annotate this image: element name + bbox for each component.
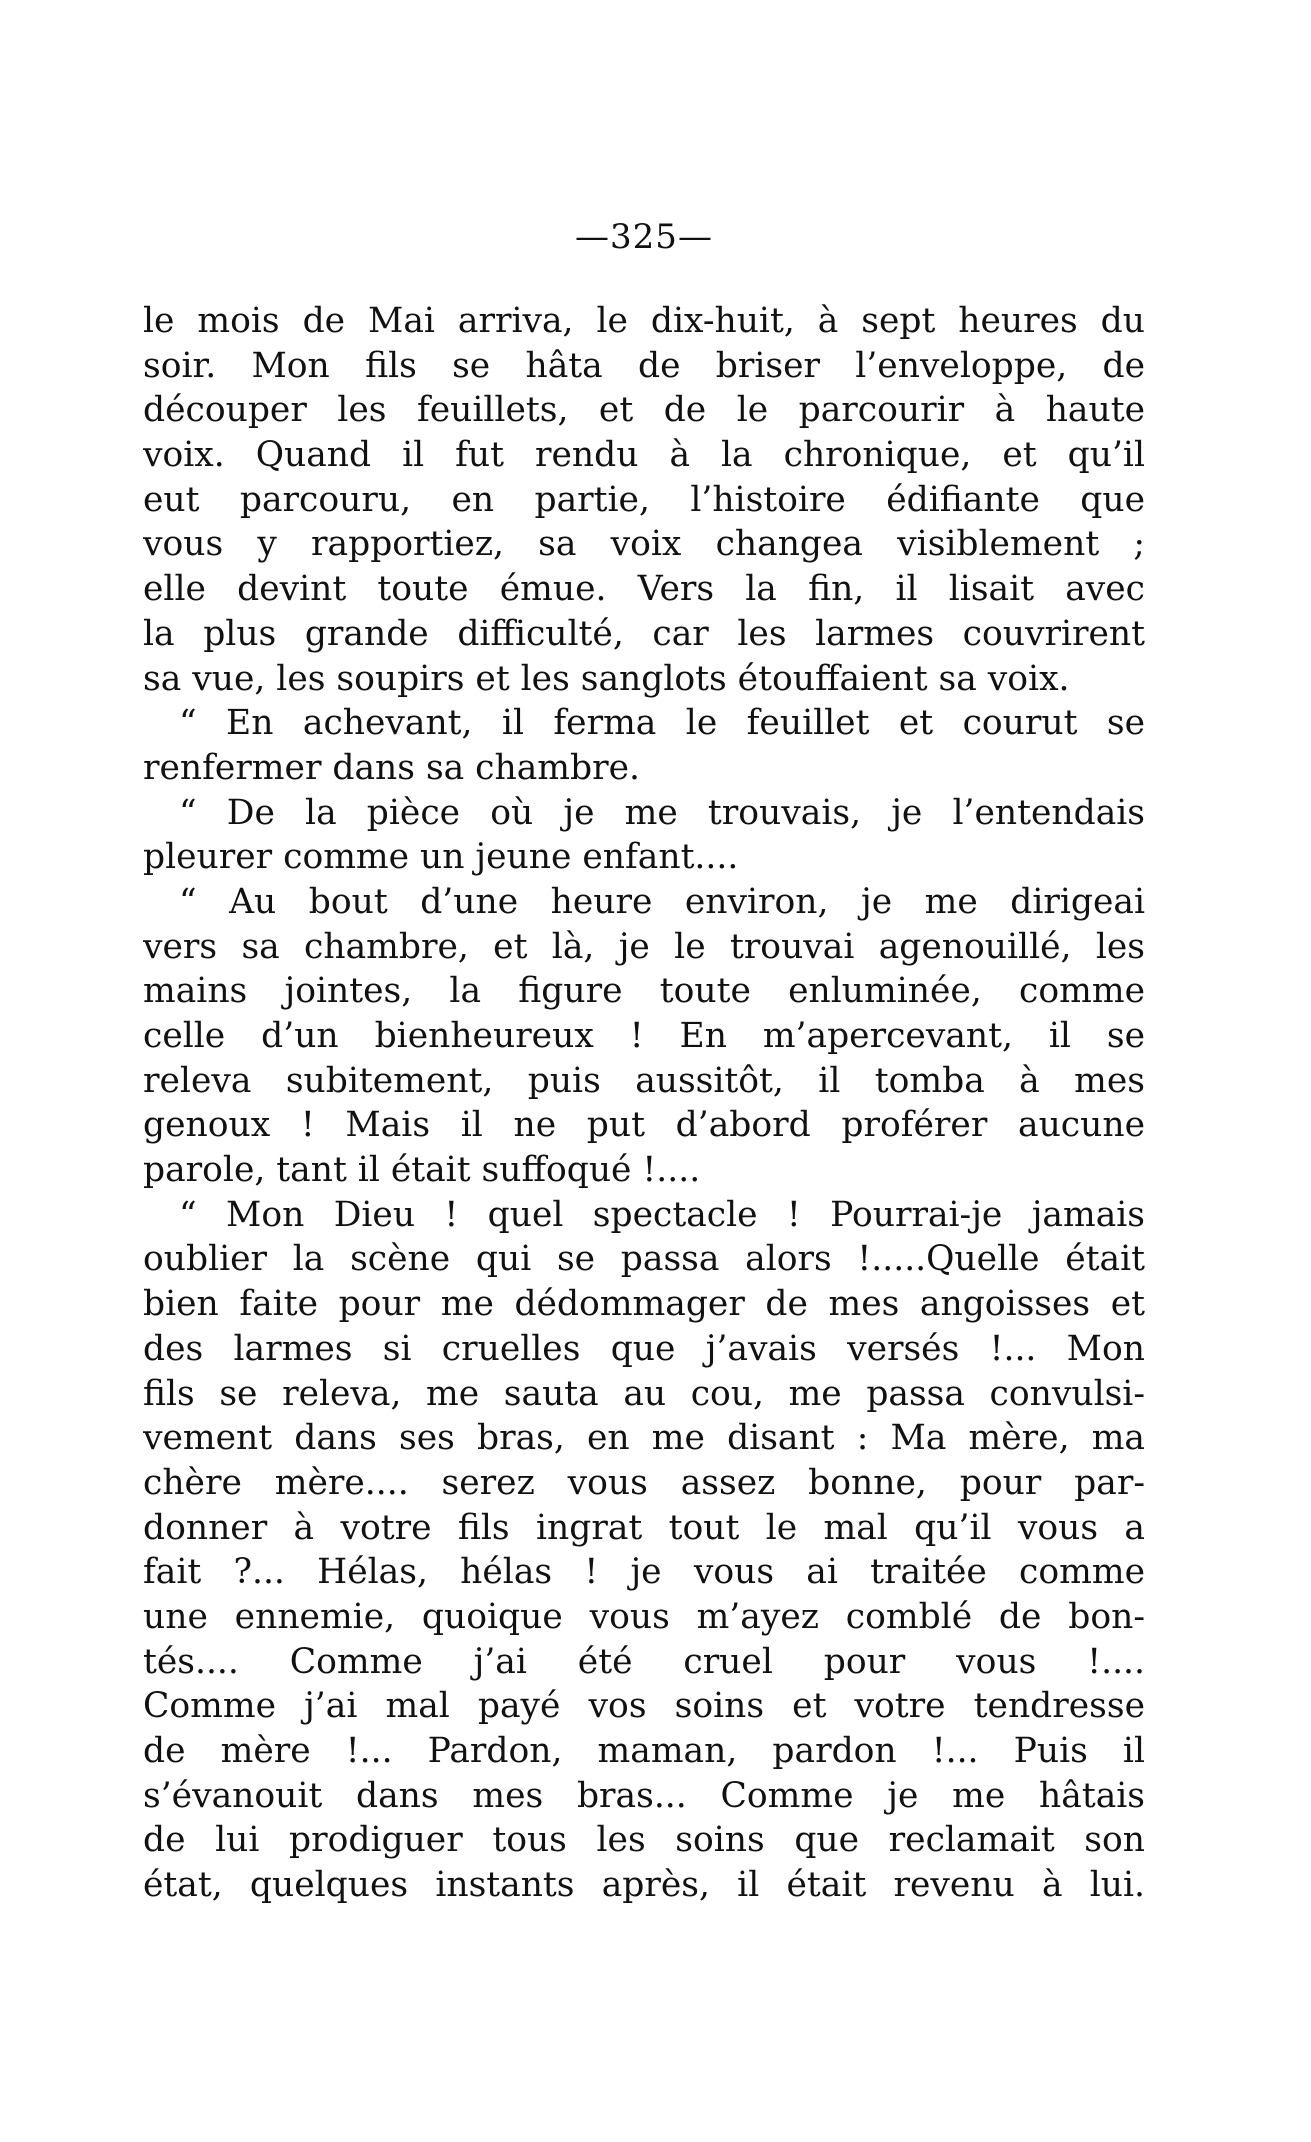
text-line: vement dans ses bras, en me disant : Ma mère, ma	[143, 1418, 1145, 1459]
text-line: “ Au bout d’une heure environ, je me dirigeai	[179, 881, 1145, 922]
text-line: mains jointes, la figure toute enluminée, comme	[143, 971, 1145, 1012]
text-line: vous y rapportiez, sa voix changea visiblement ;	[143, 524, 1145, 565]
text-line: voix. Quand il fut rendu à la chronique, et qu’il	[143, 435, 1145, 476]
text-line: fils se releva, me sauta au cou, me passa convulsi-	[143, 1373, 1145, 1414]
text-line: sa vue, les soupirs et les sanglots étouffaient sa voix.	[143, 658, 1070, 699]
text-line: renfermer dans sa chambre.	[143, 747, 640, 788]
text-line: “ Mon Dieu ! quel spectacle ! Pourrai-je jamais	[179, 1194, 1145, 1235]
text-line: de mère !... Pardon, maman, pardon !... Puis il	[143, 1731, 1145, 1771]
text-line: fait ?... Hélas, hélas ! je vous ai traitée comme	[143, 1552, 1145, 1593]
page-number: —325—	[575, 217, 713, 257]
text-line: eut parcouru, en partie, l’histoire édifiante que	[143, 479, 1145, 520]
text-line: releva subitement, puis aussitôt, il tomba à mes	[143, 1060, 1145, 1101]
text-line: découper les feuillets, et de le parcourir à haute	[143, 390, 1145, 431]
text-line: genoux ! Mais il ne put d’abord proférer aucune	[143, 1105, 1145, 1146]
text-line: vers sa chambre, et là, je le trouvai agenouillé, les	[143, 926, 1145, 967]
text-line: soir. Mon fils se hâta de briser l’enveloppe, de	[143, 345, 1145, 386]
text-line: pleurer comme un jeune enfant....	[143, 837, 739, 878]
text-line: état, quelques instants après, il était revenu à lui.	[143, 1865, 1145, 1906]
text-line: bien faite pour me dédommager de mes angoisses et	[143, 1284, 1145, 1325]
text-line: des larmes si cruelles que j’avais versés !... Mon	[143, 1328, 1145, 1369]
text-line: oublier la scène qui se passa alors !.....Quelle était	[143, 1239, 1145, 1280]
text-line: le mois de Mai arriva, le dix-huit, à sept heures du	[143, 301, 1145, 341]
text-line: elle devint toute émue. Vers la fin, il lisait avec	[143, 569, 1145, 610]
text-line: s’évanouit dans mes bras... Comme je me hâtais	[143, 1775, 1145, 1816]
text-line: Comme j’ai mal payé vos soins et votre tendresse	[143, 1686, 1145, 1727]
text-line: de lui prodiguer tous les soins que reclamait son	[143, 1820, 1145, 1861]
text-line: une ennemie, quoique vous m’ayez comblé de bon-	[143, 1596, 1145, 1637]
text-line: parole, tant il était suffoqué !....	[143, 1150, 701, 1191]
text-line: “ De la pièce où je me trouvais, je l’entendais	[179, 792, 1145, 833]
page-body	[143, 299, 1145, 1908]
text-line: donner à votre fils ingrat tout le mal qu’il vous a	[143, 1507, 1145, 1548]
text-line: “ En achevant, il ferma le feuillet et courut se	[179, 703, 1145, 744]
text-line: chère mère.... serez vous assez bonne, pour par-	[143, 1462, 1145, 1503]
text-line: la plus grande difficulté, car les larmes couvrirent	[143, 613, 1145, 654]
text-line: celle d’un bienheureux ! En m’apercevant, il se	[143, 1016, 1145, 1056]
text-line: tés.... Comme j’ai été cruel pour vous !....	[143, 1641, 1145, 1682]
book-page	[143, 215, 1145, 1908]
